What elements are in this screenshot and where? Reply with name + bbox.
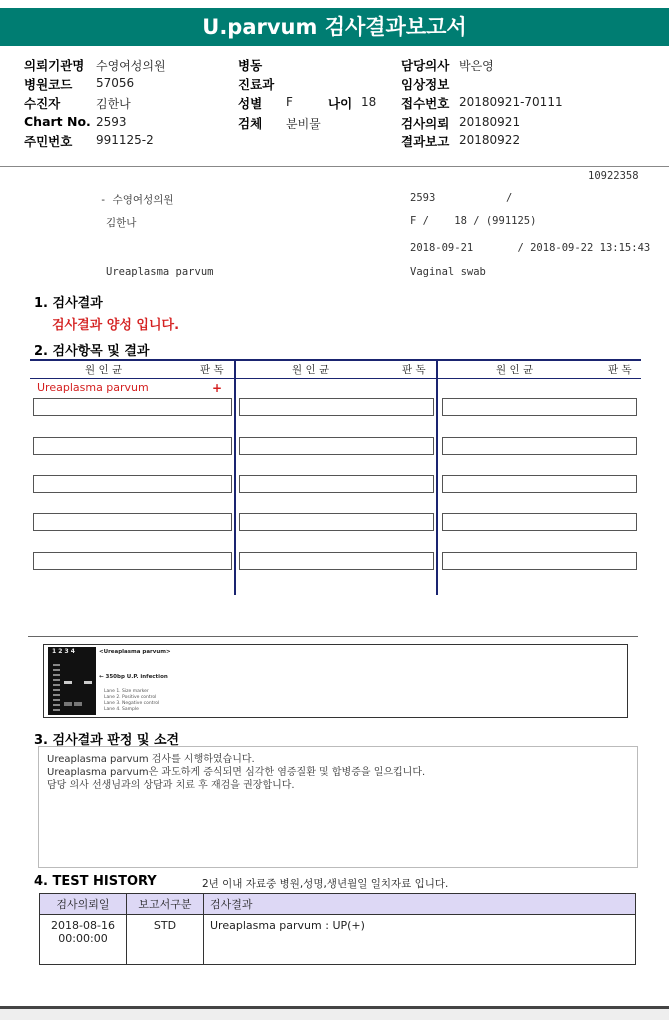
history-time: 00:00:00 xyxy=(58,932,108,945)
label-clinical-info: 임상정보 xyxy=(401,77,450,92)
gel-marker-lane xyxy=(53,661,60,711)
history-col-date: 검사의뢰일 xyxy=(40,894,127,915)
label-sex: 성별 xyxy=(238,96,263,111)
section2-heading: 2. 검사항목 및 결과 xyxy=(34,344,150,359)
label-requesting-clinic: 의뢰기관명 xyxy=(24,58,85,73)
result-field[interactable] xyxy=(442,475,637,493)
print-id: 10922358 xyxy=(588,170,639,182)
label-request-date: 검사의뢰 xyxy=(401,116,450,131)
col-judge-2: 판 독 xyxy=(402,364,426,376)
history-type: STD xyxy=(127,915,204,965)
print-chart: 2593 xyxy=(410,192,436,204)
col-pathogen-2: 원 인 균 xyxy=(292,364,330,376)
label-report-date: 결과보고 xyxy=(401,134,450,149)
print-dates: 2018-09-21 / 2018-09-22 13:15:43 xyxy=(410,242,651,254)
item-ureaplasma-parvum: Ureaplasma parvum xyxy=(37,381,149,394)
gel-band-label: ← 350bp U.P. infection xyxy=(99,674,168,680)
result-field[interactable] xyxy=(33,398,232,416)
value-receipt-no: 20180921-70111 xyxy=(459,95,563,109)
column-divider xyxy=(436,361,438,595)
gel-lanes: 1 2 3 4 xyxy=(52,648,75,655)
print-test-name: Ureaplasma parvum xyxy=(106,266,214,278)
value-age: 18 xyxy=(361,95,377,109)
report-header xyxy=(0,52,669,167)
report-title: U.parvum 검사결과보고서 xyxy=(0,8,669,46)
result-positive-text: 검사결과 양성 입니다. xyxy=(52,318,180,333)
gel-legend: Lane 3. Negative control xyxy=(104,701,160,706)
section3-heading: 3. 검사결과 판정 및 소견 xyxy=(34,733,180,748)
result-field[interactable] xyxy=(239,552,434,570)
gel-band xyxy=(64,702,72,706)
result-field[interactable] xyxy=(239,475,434,493)
gel-legend: Lane 4. Sample xyxy=(104,707,139,712)
gel-image xyxy=(48,647,96,715)
history-date-cell xyxy=(40,915,127,965)
result-field[interactable] xyxy=(239,437,434,455)
bottom-bar xyxy=(0,1009,669,1020)
value-doctor: 박은영 xyxy=(459,59,494,73)
opinion-line: Ureaplasma parvum은 과도하게 증식되면 심각한 염증질환 및 합병증을 일으킵니다. xyxy=(47,767,426,778)
print-sex-age: F / 18 / (991125) xyxy=(410,215,537,227)
value-hospital-code: 57056 xyxy=(96,76,135,90)
label-hospital-code: 병원코드 xyxy=(24,77,73,92)
value-report-date: 20180922 xyxy=(459,133,521,147)
col-judge-3: 판 독 xyxy=(608,364,632,376)
history-result: Ureaplasma parvum : UP(+) xyxy=(204,915,636,965)
gel-title: <Ureaplasma parvum> xyxy=(99,649,171,655)
gel-band xyxy=(64,681,72,684)
result-field[interactable] xyxy=(442,437,637,455)
value-patient: 김한나 xyxy=(96,97,131,111)
gel-band xyxy=(84,681,92,684)
print-specimen: Vaginal swab xyxy=(410,266,486,278)
history-col-result: 검사결과 xyxy=(204,894,636,915)
value-specimen: 분비물 xyxy=(286,117,321,131)
result-field[interactable] xyxy=(33,552,232,570)
opinion-line: Ureaplasma parvum 검사를 시행하였습니다. xyxy=(47,754,255,765)
result-field[interactable] xyxy=(239,513,434,531)
col-pathogen-1: 원 인 균 xyxy=(85,364,123,376)
label-resident-no: 주민번호 xyxy=(24,134,73,149)
section4-heading: 4. TEST HISTORY xyxy=(34,874,157,889)
gel-legend: Lane 2. Positive control xyxy=(104,695,157,700)
label-age: 나이 xyxy=(328,96,353,111)
value-chart-no: 2593 xyxy=(96,115,127,129)
section1-heading: 1. 검사결과 xyxy=(34,296,103,311)
label-ward: 병동 xyxy=(238,58,263,73)
column-divider xyxy=(234,361,236,595)
history-col-type: 보고서구분 xyxy=(127,894,204,915)
gel-image-frame xyxy=(43,644,628,718)
value-sex: F xyxy=(286,95,293,109)
col-judge-1: 판 독 xyxy=(200,364,224,376)
label-patient: 수진자 xyxy=(24,96,61,111)
label-doctor: 담당의사 xyxy=(401,58,450,73)
label-department: 진료과 xyxy=(238,77,275,92)
result-field[interactable] xyxy=(442,398,637,416)
history-date: 2018-08-16 xyxy=(51,919,115,932)
divider xyxy=(28,636,638,637)
history-note: 2년 이내 자료중 병원,성명,생년월일 일치자료 입니다. xyxy=(202,878,449,890)
print-name: 김한나 xyxy=(106,217,137,229)
result-field[interactable] xyxy=(33,513,232,531)
item-judge-plus: + xyxy=(212,381,223,395)
result-field[interactable] xyxy=(442,513,637,531)
results-table-header xyxy=(30,359,641,379)
label-specimen: 검체 xyxy=(238,116,263,131)
result-field[interactable] xyxy=(239,398,434,416)
table-row xyxy=(40,915,636,965)
print-slash: / xyxy=(506,192,513,204)
label-chart-no: Chart No. xyxy=(24,114,91,129)
gel-band xyxy=(74,702,82,706)
opinion-box xyxy=(38,746,638,868)
col-pathogen-3: 원 인 균 xyxy=(496,364,534,376)
result-field[interactable] xyxy=(33,475,232,493)
label-receipt-no: 접수번호 xyxy=(401,96,450,111)
opinion-line: 담당 의사 선생님과의 상담과 치료 후 재검을 권장합니다. xyxy=(47,780,295,791)
value-resident-no: 991125-2 xyxy=(96,133,154,147)
print-clinic: - 수영여성의원 xyxy=(100,194,174,206)
gel-legend: Lane 1. Size marker xyxy=(104,689,149,694)
value-request-date: 20180921 xyxy=(459,115,521,129)
result-field[interactable] xyxy=(442,552,637,570)
value-requesting-clinic: 수영여성의원 xyxy=(96,59,166,73)
result-field[interactable] xyxy=(33,437,232,455)
history-table xyxy=(39,893,636,965)
